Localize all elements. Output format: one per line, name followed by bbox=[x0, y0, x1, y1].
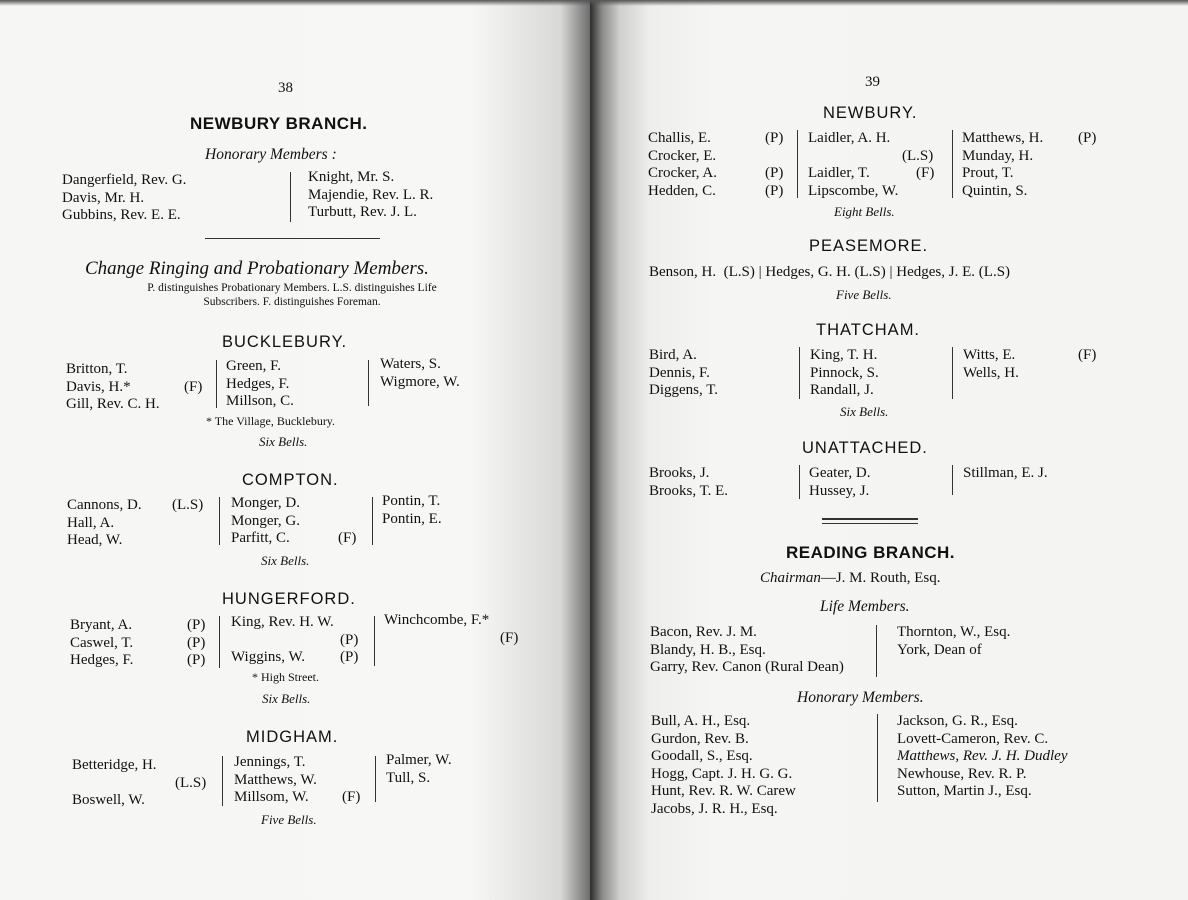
member-tag: (P) bbox=[765, 182, 784, 199]
legend bbox=[84, 281, 500, 309]
member-name: Millsom, W. bbox=[234, 789, 309, 805]
list-item bbox=[70, 635, 215, 653]
list-item: Newhouse, Rev. R. P. bbox=[897, 765, 1027, 782]
thatcham-col-2 bbox=[810, 347, 879, 400]
honorary-heading: Honorary Members : bbox=[205, 146, 337, 163]
thatcham-col-3 bbox=[963, 347, 1113, 382]
newbury-col-2 bbox=[808, 130, 953, 200]
column-divider bbox=[876, 625, 877, 677]
list-item bbox=[231, 530, 366, 548]
member-name: Hedges, F. bbox=[70, 652, 134, 668]
list-item: Green, F. bbox=[226, 358, 282, 374]
list-item: Palmer, W. bbox=[386, 752, 452, 768]
list-item: Randall, J. bbox=[810, 382, 874, 398]
list-item: Goodall, S., Esq. bbox=[651, 748, 753, 764]
member-tag: (L.S) bbox=[723, 264, 755, 280]
list-item: Majendie, Rev. L. R. bbox=[308, 186, 434, 203]
list-item bbox=[72, 775, 217, 793]
list-item: Wigmore, W. bbox=[380, 373, 460, 390]
bucklebury-col-3 bbox=[380, 356, 460, 391]
member-tag: (F) bbox=[338, 530, 357, 546]
thatcham-col-1 bbox=[649, 347, 789, 400]
column-divider bbox=[368, 360, 369, 406]
list-item: Jacobs, J. R. H., Esq. bbox=[651, 800, 778, 817]
member-name: Crocker, A. bbox=[648, 165, 717, 181]
member-tag: (P) bbox=[340, 649, 359, 665]
list-item bbox=[962, 130, 1112, 148]
list-item: Pontin, T. bbox=[382, 493, 441, 509]
list-item: Bacon, Rev. J. M. bbox=[650, 624, 757, 640]
column-divider bbox=[290, 172, 291, 222]
list-item bbox=[808, 148, 953, 166]
list-item: Pontin, E. bbox=[382, 510, 442, 527]
compton-col-3 bbox=[382, 493, 442, 528]
chairman-label: Chairman bbox=[760, 570, 821, 586]
member-name: Hedden, C. bbox=[648, 182, 716, 199]
midgham-col-3 bbox=[386, 752, 452, 787]
list-item: Britton, T. bbox=[66, 361, 128, 377]
list-item bbox=[66, 379, 211, 397]
column-divider bbox=[799, 465, 800, 499]
honorary-members-heading: Honorary Members. bbox=[797, 689, 924, 706]
change-ringing-heading: Change Ringing and Probationary Members. bbox=[85, 258, 429, 279]
chairman-name: —J. M. Routh, Esq. bbox=[820, 570, 941, 586]
midgham-bells: Five Bells. bbox=[261, 812, 317, 827]
page-number: 39 bbox=[865, 74, 880, 90]
list-item bbox=[234, 789, 369, 807]
unattached-col-1 bbox=[649, 465, 728, 500]
list-item: Monger, D. bbox=[231, 495, 300, 511]
honorary-col-1 bbox=[62, 172, 186, 225]
member-tag: (F) bbox=[184, 378, 203, 395]
member-name: Wiggins, W. bbox=[231, 649, 305, 665]
column-divider bbox=[375, 756, 376, 802]
member-tag: (P) bbox=[187, 634, 206, 651]
legend-line: P. distinguishes Probationary Members. L.S. distinguishes Life bbox=[147, 282, 437, 294]
list-item: Pinnock, S. bbox=[810, 364, 879, 381]
left-page bbox=[0, 0, 590, 900]
life-members-heading: Life Members. bbox=[820, 598, 910, 615]
member-tag: (L.S) bbox=[175, 774, 207, 791]
list-item: Lipscombe, W. bbox=[808, 182, 899, 199]
compton-bells: Six Bells. bbox=[261, 553, 310, 568]
column-divider: | bbox=[889, 264, 893, 280]
column-divider bbox=[799, 347, 800, 399]
list-item: Head, W. bbox=[67, 532, 123, 548]
list-item: Monger, G. bbox=[231, 512, 300, 529]
branch-title: NEWBURY BRANCH. bbox=[190, 114, 368, 133]
member-name: Laidler, T. bbox=[808, 165, 870, 181]
branch-title: READING BRANCH. bbox=[786, 543, 955, 562]
newbury-bells: Eight Bells. bbox=[834, 204, 895, 219]
list-item: Crocker, E. bbox=[648, 147, 717, 164]
list-item: Matthews, W. bbox=[234, 771, 317, 788]
member-name: Witts, E. bbox=[963, 347, 1016, 363]
peasemore-row bbox=[649, 264, 1010, 281]
list-item: Sutton, Martin J., Esq. bbox=[897, 783, 1032, 799]
list-item: Brooks, T. E. bbox=[649, 482, 729, 499]
column-divider bbox=[877, 714, 878, 802]
list-item bbox=[70, 652, 215, 670]
list-item: Turbutt, Rev. J. L. bbox=[308, 204, 417, 220]
member-name: Bryant, A. bbox=[70, 617, 133, 633]
list-item: Hogg, Capt. J. H. G. G. bbox=[651, 765, 793, 782]
list-item: Laidler, A. H. bbox=[808, 130, 891, 146]
page-top-shadow bbox=[0, 0, 1188, 6]
column-divider bbox=[219, 616, 220, 668]
list-item: Lovett-Cameron, Rev. C. bbox=[897, 730, 1049, 747]
list-item bbox=[231, 649, 366, 667]
column-divider bbox=[219, 497, 220, 545]
list-item: Tull, S. bbox=[386, 769, 431, 786]
list-item: Garry, Rev. Canon (Rural Dean) bbox=[650, 659, 844, 675]
newbury-col-1 bbox=[648, 130, 793, 200]
column-divider bbox=[952, 465, 953, 495]
list-item: Prout, T. bbox=[962, 165, 1014, 181]
list-item: Wells, H. bbox=[963, 364, 1019, 381]
life-col-1 bbox=[650, 624, 844, 677]
thatcham-bells: Six Bells. bbox=[840, 404, 889, 419]
place-title-unattached: UNATTACHED. bbox=[802, 439, 928, 457]
peasemore-bells: Five Bells. bbox=[836, 287, 892, 302]
member-tag: (P) bbox=[765, 130, 784, 146]
legend-line: Subscribers. F. distinguishes Foreman. bbox=[203, 296, 381, 308]
member-tag: (L.S) bbox=[172, 497, 204, 513]
list-item: Thornton, W., Esq. bbox=[897, 624, 1011, 640]
member-tag: (P) bbox=[187, 617, 206, 633]
hungerford-col-2 bbox=[231, 614, 366, 667]
list-item: Diggens, T. bbox=[649, 382, 719, 398]
member-tag: (L.S) bbox=[902, 147, 934, 164]
member-name: Matthews, H. bbox=[962, 130, 1044, 146]
page-number: 38 bbox=[278, 80, 293, 96]
bucklebury-col-1 bbox=[66, 361, 211, 414]
honorary-col-2 bbox=[308, 169, 433, 222]
member-tag: (F) bbox=[1078, 347, 1097, 363]
list-item: Hussey, J. bbox=[809, 482, 870, 499]
list-item: Jennings, T. bbox=[234, 754, 306, 770]
bucklebury-bells: Six Bells. bbox=[259, 434, 308, 449]
list-item: Bird, A. bbox=[649, 347, 697, 363]
member-tag: (P) bbox=[187, 652, 206, 668]
list-item bbox=[67, 497, 212, 515]
list-item bbox=[384, 630, 529, 648]
member-tag: (L.S) bbox=[978, 264, 1011, 280]
column-divider bbox=[797, 130, 798, 198]
member-tag: (L.S) bbox=[854, 264, 886, 280]
unattached-col-2 bbox=[809, 465, 870, 500]
list-item bbox=[648, 165, 793, 183]
honorary-col-1 bbox=[651, 713, 796, 818]
list-item: Hunt, Rev. R. W. Carew bbox=[651, 783, 796, 799]
list-item: Bull, A. H., Esq. bbox=[651, 713, 751, 729]
section-rule bbox=[822, 523, 918, 524]
list-item bbox=[70, 617, 215, 635]
section-rule bbox=[205, 238, 380, 239]
life-col-2 bbox=[897, 624, 1010, 659]
list-item: Davis, Mr. H. bbox=[62, 189, 145, 206]
hungerford-note: * High Street. bbox=[252, 670, 319, 684]
member-tag: (F) bbox=[916, 165, 935, 181]
list-item: Knight, Mr. S. bbox=[308, 169, 395, 185]
member-tag: (F) bbox=[500, 629, 519, 646]
column-divider bbox=[222, 756, 223, 806]
honorary-col-2 bbox=[897, 713, 1068, 801]
list-item: Jackson, G. R., Esq. bbox=[897, 713, 1018, 729]
list-item bbox=[963, 347, 1113, 365]
list-item: Gubbins, Rev. E. E. bbox=[62, 207, 181, 223]
list-item: Matthews, Rev. J. H. Dudley bbox=[897, 748, 1068, 764]
compton-col-1 bbox=[67, 497, 212, 550]
member-name: Cannons, D. bbox=[67, 497, 142, 513]
list-item: Boswell, W. bbox=[72, 792, 145, 808]
place-title-hungerford: HUNGERFORD. bbox=[222, 590, 356, 608]
place-title-thatcham: THATCHAM. bbox=[816, 321, 921, 339]
list-item: York, Dean of bbox=[897, 641, 982, 658]
member-name: Parfitt, C. bbox=[231, 530, 290, 546]
place-title-compton: COMPTON. bbox=[242, 471, 339, 489]
list-item: Hall, A. bbox=[67, 514, 115, 531]
list-item: Munday, H. bbox=[962, 147, 1034, 164]
unattached-col-3 bbox=[963, 465, 1048, 483]
column-divider: | bbox=[758, 264, 762, 280]
hungerford-col-1 bbox=[70, 617, 215, 670]
list-item: Geater, D. bbox=[809, 465, 871, 481]
member-name: Hedges, G. H. bbox=[765, 264, 851, 280]
list-item: Stillman, E. J. bbox=[963, 465, 1048, 481]
column-divider bbox=[372, 497, 373, 545]
list-item: Betteridge, H. bbox=[72, 757, 157, 773]
list-item: Gurdon, Rev. B. bbox=[651, 730, 749, 747]
member-name: Hedges, J. E. bbox=[896, 264, 976, 280]
list-item: King, T. H. bbox=[810, 347, 878, 363]
place-title-bucklebury: BUCKLEBURY. bbox=[222, 333, 348, 351]
midgham-col-1 bbox=[72, 757, 217, 810]
column-divider bbox=[952, 347, 953, 399]
column-divider bbox=[952, 130, 953, 198]
hungerford-col-3 bbox=[384, 612, 529, 647]
section-rule bbox=[822, 518, 918, 520]
right-page bbox=[590, 0, 1188, 900]
list-item: Quintin, S. bbox=[962, 182, 1028, 199]
list-item: Blandy, H. B., Esq. bbox=[650, 641, 766, 658]
place-title-peasemore: PEASEMORE. bbox=[809, 237, 929, 255]
list-item bbox=[231, 632, 366, 650]
list-item bbox=[648, 183, 793, 201]
midgham-col-2 bbox=[234, 754, 369, 807]
member-name: Challis, E. bbox=[648, 130, 711, 146]
list-item: Hedges, F. bbox=[226, 375, 290, 392]
compton-col-2 bbox=[231, 495, 366, 548]
bucklebury-note: * The Village, Bucklebury. bbox=[206, 414, 336, 428]
member-tag: (P) bbox=[340, 631, 359, 648]
hungerford-bells: Six Bells. bbox=[262, 691, 311, 706]
newbury-col-3 bbox=[962, 130, 1112, 200]
list-item: Dennis, F. bbox=[649, 364, 710, 381]
member-name: Caswel, T. bbox=[70, 634, 134, 651]
list-item: Winchcombe, F.* bbox=[384, 612, 490, 628]
place-title-midgham: MIDGHAM. bbox=[246, 728, 339, 746]
column-divider bbox=[374, 616, 375, 666]
list-item: Waters, S. bbox=[380, 356, 441, 372]
list-item: Millson, C. bbox=[226, 393, 294, 409]
member-tag: (P) bbox=[765, 165, 784, 181]
place-title-newbury: NEWBURY. bbox=[823, 104, 918, 122]
member-name: Davis, H.* bbox=[66, 378, 131, 395]
member-tag: (P) bbox=[1078, 130, 1097, 146]
list-item bbox=[808, 165, 953, 183]
member-name: Benson, H. bbox=[649, 264, 717, 280]
list-item: Gill, Rev. C. H. bbox=[66, 396, 160, 412]
bucklebury-col-2 bbox=[226, 358, 294, 411]
column-divider bbox=[216, 360, 217, 408]
list-item bbox=[648, 130, 793, 148]
member-tag: (F) bbox=[342, 789, 361, 805]
list-item: Dangerfield, Rev. G. bbox=[62, 172, 187, 188]
list-item: King, Rev. H. W. bbox=[231, 614, 334, 630]
list-item: Brooks, J. bbox=[649, 465, 710, 481]
chairman-line bbox=[760, 570, 940, 587]
